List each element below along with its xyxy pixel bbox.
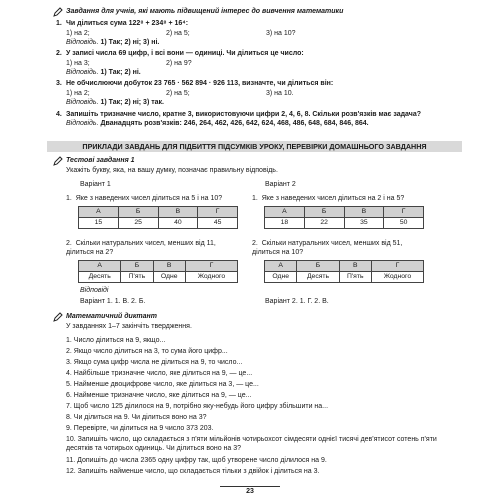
v1-question-1: 1. Яке з наведених чисел ділиться на 5 і на 10? bbox=[66, 195, 223, 202]
dictation-item: 9. Перевірте, чи ділиться на 9 число 373 203. bbox=[66, 425, 214, 432]
option: 2) на 5; bbox=[166, 29, 190, 37]
v2-question-2: 2. Скільки натуральних чисел, менших від 51, ділиться на 10? bbox=[252, 240, 403, 256]
question-text: Запишіть тризначне число, кратне 3, використовуючи цифри 2, 4, 6, 8. Скільки розв'язків має задача? bbox=[66, 111, 422, 118]
question-number: 3. bbox=[56, 80, 62, 87]
dictation-item: 1. Число ділиться на 9, якщо... bbox=[66, 337, 166, 344]
answer-table-v2-q1: А Б В Г 18 22 35 50 bbox=[264, 206, 424, 229]
dictation-item: 4. Найбільше тризначне число, яке ділиться на 9, — це... bbox=[66, 370, 253, 377]
pencil-icon bbox=[53, 312, 63, 322]
answer-table-v1-q2: А Б В Г Десять П'ять Одне Жодного bbox=[78, 260, 238, 283]
option: 1) на 2; bbox=[66, 89, 90, 97]
answer-text: 1) Так; 2) ні; 3) так. bbox=[100, 98, 164, 106]
pencil-icon bbox=[53, 156, 63, 166]
answers-variant-2: Варіант 2. 1. Г. 2. В. bbox=[265, 298, 329, 305]
answers-variant-1: Варіант 1. 1. В. 2. Б. bbox=[80, 298, 146, 305]
answer-table-v2-q2: А Б В Г Одне Десять П'ять Жодного bbox=[264, 260, 424, 283]
v1-question-2: 2. Скільки натуральних чисел, менших від 11, ділиться на 2? bbox=[66, 240, 216, 256]
dictation-item: 12. Запишіть найменше число, що складається тільки з двійок і ділиться на 3. bbox=[66, 468, 320, 475]
question-text: Чи ділиться сума 122⁸ + 234⁸ + 16⁴: bbox=[66, 20, 189, 27]
option: 1) на 3; bbox=[66, 59, 90, 67]
question-3 bbox=[56, 80, 460, 108]
dictation-item: 11. Допишіть до числа 2365 одну цифру так, щоб утворене число ділилося на 9. bbox=[66, 457, 327, 464]
section-title: Завдання для учнів, які мають підвищений інтерес до вивчення математики bbox=[66, 8, 344, 15]
answer-text: Дванадцять розв'язків: 246, 264, 462, 426, 642, 624, 468, 486, 648, 684, 846, 864. bbox=[100, 119, 369, 127]
answers-label: Відповіді bbox=[80, 287, 109, 294]
section-band: ПРИКЛАДИ ЗАВДАНЬ ДЛЯ ПІДБИТТЯ ПІДСУМКІВ УРОКУ, ПЕРЕВІРКИ ДОМАШНЬОГО ЗАВДАННЯ bbox=[47, 141, 462, 152]
tests-instruction: Укажіть букву, яка, на вашу думку, позначає правильну відповідь. bbox=[66, 167, 278, 174]
dictation-item: 5. Найменше двоцифрове число, яке ділиться на 3, — це... bbox=[66, 381, 259, 388]
pencil-icon bbox=[53, 7, 63, 17]
question-text: У записі числа 69 цифр, і всі вони — одиниці. Чи ділиться це число: bbox=[66, 50, 304, 57]
answer-text: 1) Так; 2) ні. bbox=[100, 68, 141, 76]
dictation-item: 6. Найменше тризначне число, яке ділиться на 9, — це... bbox=[66, 392, 252, 399]
question-number: 4. bbox=[56, 111, 62, 118]
question-text: Не обчислюючи добуток 23 765 · 562 894 · 926 113, визначте, чи ділиться він: bbox=[66, 80, 334, 87]
option: 1) на 2; bbox=[66, 29, 90, 37]
question-4 bbox=[56, 111, 460, 129]
answer-label: Відповідь. bbox=[66, 119, 99, 127]
question-2 bbox=[56, 50, 460, 78]
answer-label: Відповідь. bbox=[66, 68, 99, 76]
question-number: 1. bbox=[56, 20, 62, 27]
dictation-title: Математичний диктант bbox=[66, 313, 157, 320]
dictation-item: 2. Якщо число ділиться на 3, то сума його цифр... bbox=[66, 348, 228, 355]
question-number: 2. bbox=[56, 50, 62, 57]
tests-title: Тестові завдання 1 bbox=[66, 157, 135, 164]
answer-label: Відповідь. bbox=[66, 98, 99, 106]
variant-1-label: Варіант 1 bbox=[80, 181, 111, 188]
option: 3) на 10. bbox=[266, 89, 294, 97]
dictation-instruction: У завданнях 1–7 закінчіть твердження. bbox=[66, 323, 192, 330]
answer-table-v1-q1: А Б В Г 15 25 40 45 bbox=[78, 206, 238, 229]
dictation-item: 7. Щоб число 125 ділилося на 9, потрібно яку-небудь його цифру збільшити на... bbox=[66, 403, 329, 410]
option: 2) на 9? bbox=[166, 59, 192, 67]
option: 3) на 10? bbox=[266, 29, 296, 37]
answer-label: Відповідь. bbox=[66, 38, 99, 46]
answer-text: 1) Так; 2) ні; 3) ні. bbox=[100, 38, 160, 46]
v2-question-1: 1. Яке з наведених чисел ділиться на 2 і на 5? bbox=[252, 195, 405, 202]
page-number-rule bbox=[220, 486, 280, 487]
variant-2-label: Варіант 2 bbox=[265, 181, 296, 188]
dictation-item: 10. Запишіть число, що складається з п'яти мільйонів чотирьохсот сімдесяти однієї тисячі дев'ятисот сотень п'яти десятків та чотирьох одиниць. Чи ділиться воно на 3? bbox=[66, 436, 437, 452]
dictation-item: 8. Чи ділиться на 9. Чи ділиться воно на 3? bbox=[66, 414, 207, 421]
question-1 bbox=[56, 20, 460, 48]
page-number: 23 bbox=[246, 488, 254, 495]
dictation-item: 3. Якщо сума цифр числа не ділиться на 9, то число... bbox=[66, 359, 243, 366]
option: 2) на 5; bbox=[166, 89, 190, 97]
